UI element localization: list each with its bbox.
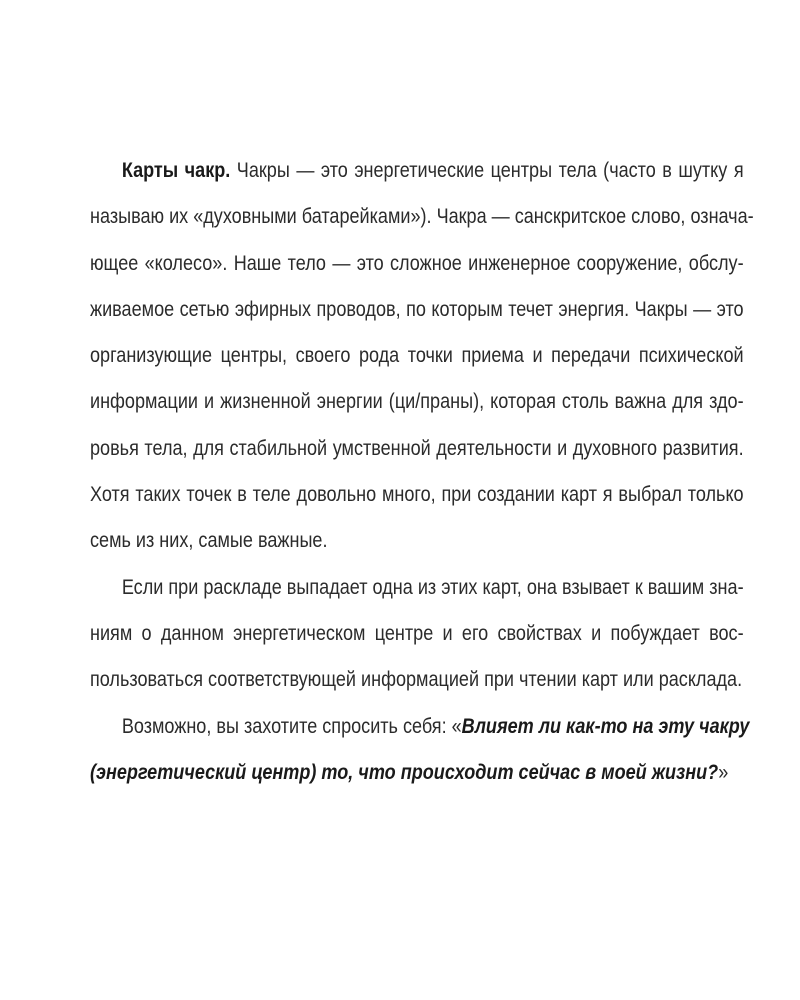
paragraph-1-line-3: ющее «колесо». Наше тело — это сложное инженерное сооружение, обслу- (90, 251, 744, 275)
paragraph-3-line-1 (90, 704, 750, 750)
body-text (90, 148, 754, 796)
paragraph-1-line-9: семь из них, самые важные. (90, 529, 328, 553)
paragraph-1-line-2: называю их «духовными батарейками»). Чакра — санскритское слово, означа- (90, 205, 754, 229)
emphasized-question-start: Влияет ли как-то на эту чакру (461, 714, 750, 738)
paragraph-2-line-1: Если при раскладе выпадает одна из этих карт, она взывает к вашим зна- (121, 575, 744, 599)
paragraph-2-line-2: ниям о данном энергетическом центре и его свойствах и побуждает вос- (90, 621, 744, 645)
paragraph-1-line-4: живаемое сетью эфирных проводов, по которым течет энергия. Чакры — это (90, 297, 744, 321)
paragraph-3-lead: Возможно, вы захотите спросить себя: « (121, 714, 462, 738)
paragraph-2-line-3: пользоваться соответствующей информацией при чтении карт или расклада. (90, 668, 743, 692)
section-heading: Карты чакр. (121, 159, 231, 182)
paragraph-1-line-1 (90, 148, 744, 194)
paragraph-3-line-2 (90, 750, 744, 796)
closing-quote: » (718, 760, 729, 784)
paragraph-1-line-7: ровья тела, для стабильной умственной деятельности и духовного развития. (90, 436, 744, 460)
paragraph-1-line-8: Хотя таких точек в теле довольно много, при создании карт я выбрал только (90, 483, 744, 507)
paragraph-1-text: Чакры — это энергетические центры тела (часто в шутку я (230, 159, 744, 182)
paragraph-1-line-6: информации и жизненной энергии (ци/праны), которая столь важна для здо- (90, 390, 744, 414)
paragraph-1-line-5: организующие центры, своего рода точки приема и передачи психической (90, 344, 744, 368)
emphasized-question-end: (энергетический центр) то, что происходит сейчас в моей жизни? (90, 760, 719, 784)
